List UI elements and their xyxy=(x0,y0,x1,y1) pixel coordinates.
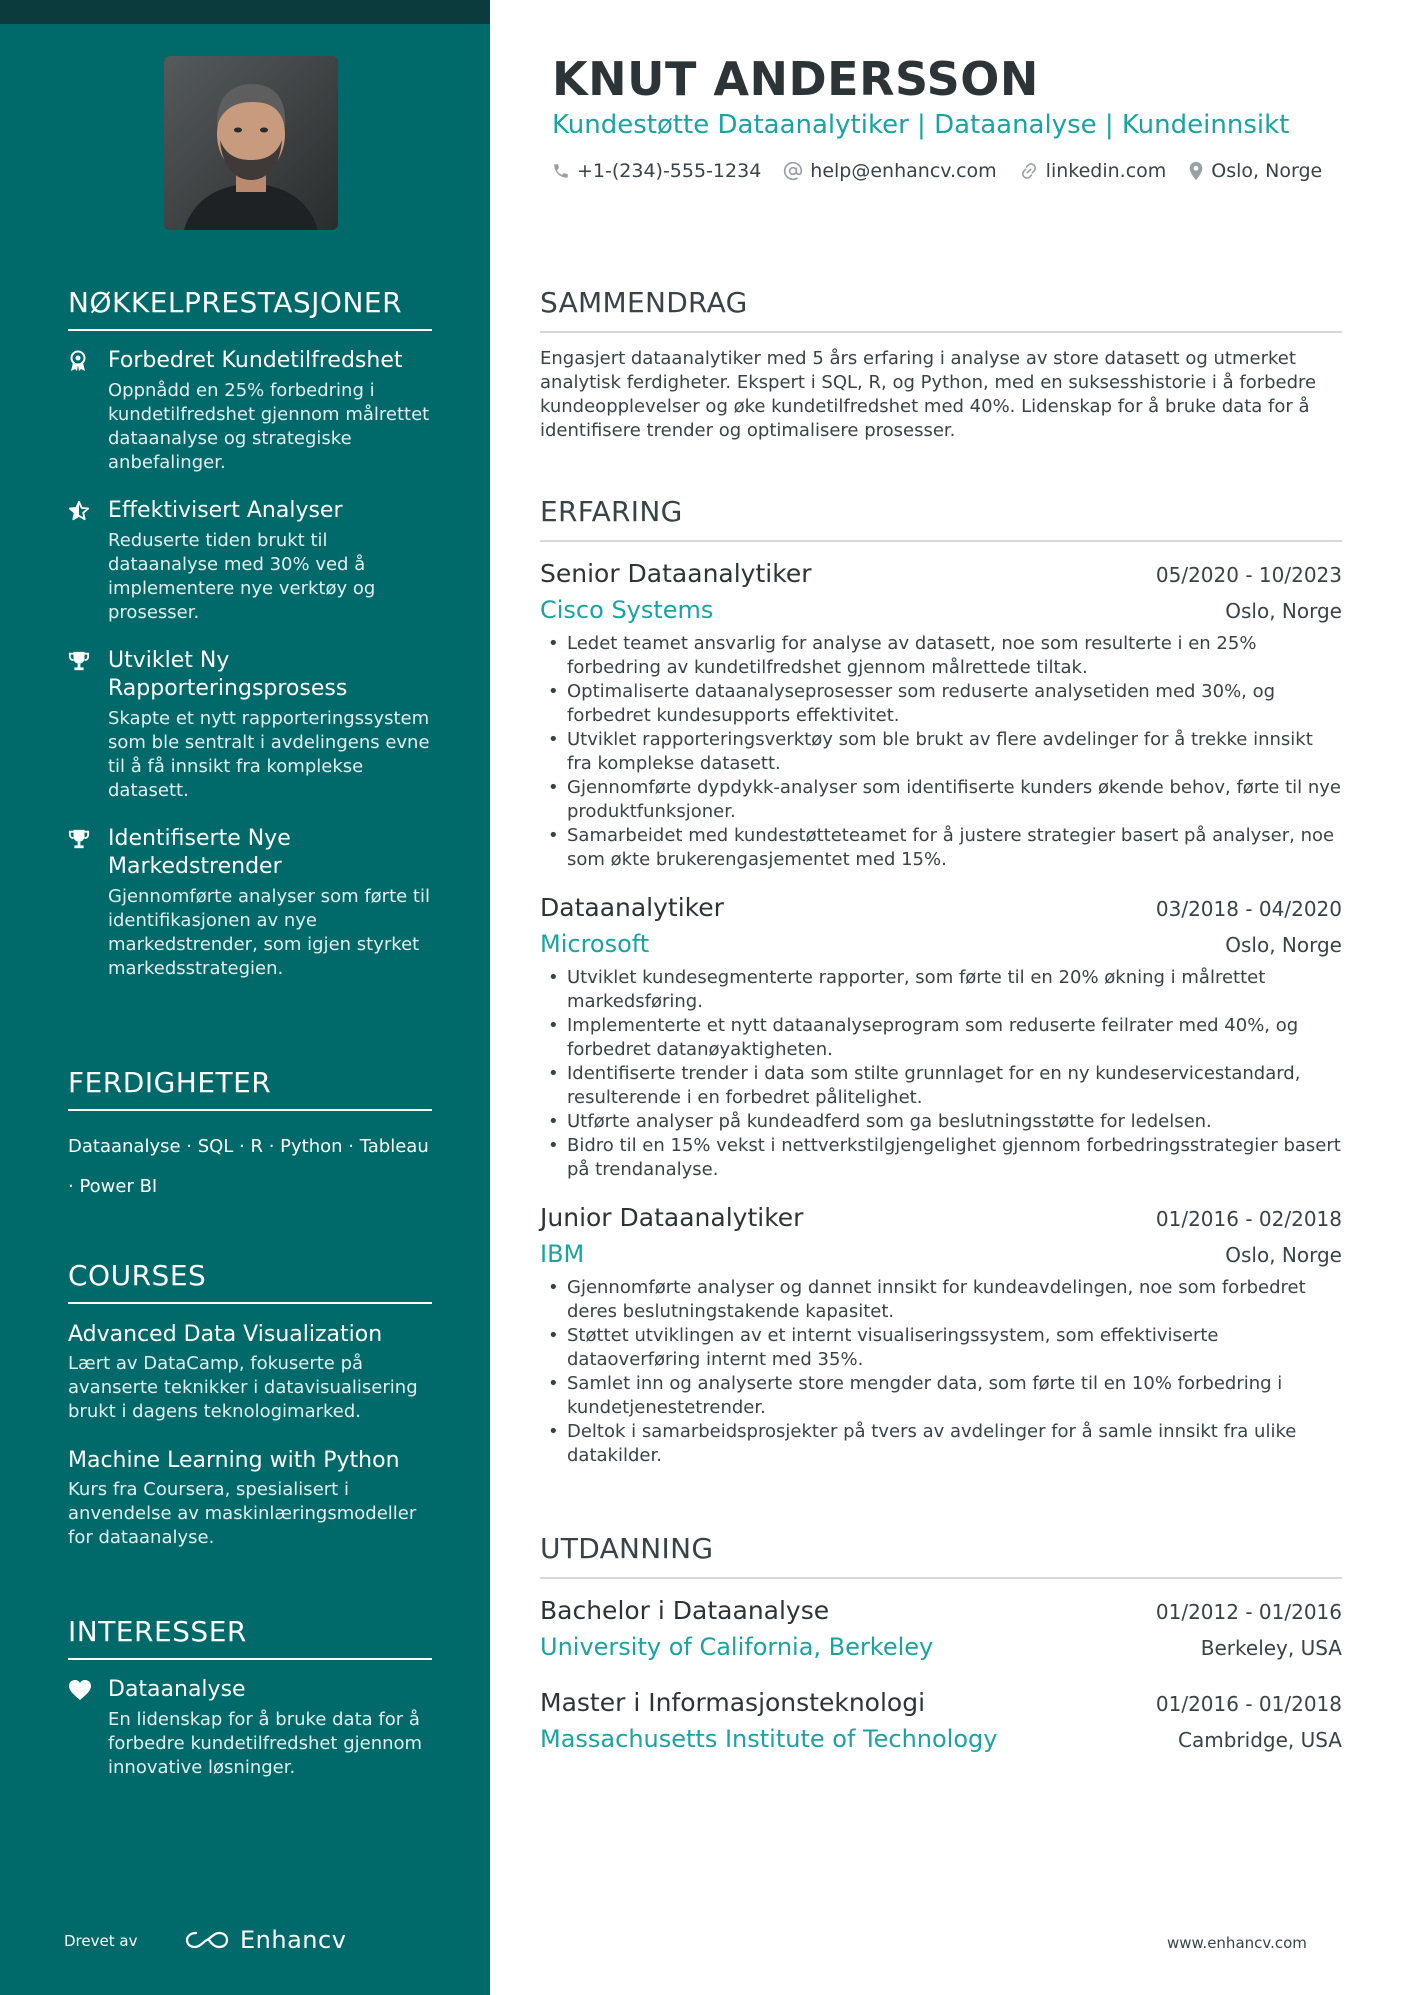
course-item xyxy=(68,1446,432,1550)
profile-photo xyxy=(164,56,338,230)
job-location: Oslo, Norge xyxy=(1225,933,1342,957)
education-entry xyxy=(540,1685,1342,1757)
achievement-desc: Gjennomførte analyser som førte til identifikasjonen av nye markedstrender, som igjen styrket markedsstrategien. xyxy=(108,886,430,979)
brand-name: Enhancv xyxy=(240,1926,347,1954)
job-bullet: • Implementerte et nytt dataanalyseprogram som reduserte feilrater med 40%, og forbedret datanøyaktigheten. xyxy=(540,1014,1342,1062)
school-name: Massachusetts Institute of Technology xyxy=(540,1725,998,1753)
trophy-icon xyxy=(68,647,108,803)
course-desc: Lært av DataCamp, fokuserte på avanserte teknikker i datavisualisering brukt i dagens teknologimarked. xyxy=(68,1353,418,1422)
powered-by-label: Drevet av xyxy=(64,1932,138,1950)
job-date: 01/2016 - 02/2018 xyxy=(1155,1207,1342,1231)
company-name: Microsoft xyxy=(540,930,650,958)
heart-icon xyxy=(68,1676,108,1780)
job-bullet: • Gjennomførte dypdykk-analyser som identifiserte kunders økende behov, førte til nye produktfunksjoner. xyxy=(540,776,1342,824)
course-item xyxy=(68,1320,432,1424)
job-location: Oslo, Norge xyxy=(1225,599,1342,623)
location-pin-icon xyxy=(1188,161,1204,181)
job-bullet: • Utviklet kundesegmenterte rapporter, som førte til en 20% økning i målrettet markedsføring. xyxy=(540,966,1342,1014)
at-icon xyxy=(783,161,803,181)
achievement-item xyxy=(68,497,432,625)
summary-text: Engasjert dataanalytiker med 5 års erfaring i analyse av store datasett og utmerket analytisk ferdigheter. Ekspert i SQL, R, og Python, med en suksesshistorie i å forbedre kundeopplevelser og øke kundetilfredshet med 40%. Lidenskap for å bruke data for å identifisere trender og optimalisere prosesser. xyxy=(540,348,1317,441)
linkedin-text: linkedin.com xyxy=(1045,160,1167,182)
location-text: Oslo, Norge xyxy=(1211,160,1323,182)
skills-list: Dataanalyse · SQL · R · Python · Tableau · Power BI xyxy=(68,1136,429,1197)
achievement-desc: Oppnådd en 25% forbedring i kundetilfredshet gjennom målrettet dataanalyse og strategiske anbefalinger. xyxy=(108,380,430,473)
job-bullet: • Deltok i samarbeidsprosjekter på tvers av avdelinger for å samle innsikt fra ulike datakilder. xyxy=(540,1420,1342,1468)
enhancv-logo[interactable] xyxy=(184,1926,346,1954)
education-heading: UTDANNING xyxy=(540,1532,1342,1579)
interests-heading: INTERESSER xyxy=(68,1615,432,1660)
education-location: Berkeley, USA xyxy=(1200,1636,1342,1660)
job-location: Oslo, Norge xyxy=(1225,1243,1342,1267)
experience-section xyxy=(540,495,1342,1486)
courses-section xyxy=(68,1259,432,1572)
interests-section xyxy=(68,1615,432,1802)
course-desc: Kurs fra Coursera, spesialisert i anvendelse av maskinlæringsmodeller for dataanalyse. xyxy=(68,1479,417,1548)
education-entry xyxy=(540,1593,1342,1665)
course-title: Machine Learning with Python xyxy=(68,1448,400,1473)
education-location: Cambridge, USA xyxy=(1178,1728,1342,1752)
candidate-name: KNUT ANDERSSON xyxy=(552,52,1039,106)
job-bullet: • Identifiserte trender i data som stilte grunnlaget for en ny kundeservicestandard, resulterende i en forbedret pålitelighet. xyxy=(540,1062,1342,1110)
job-date: 05/2020 - 10/2023 xyxy=(1155,563,1342,587)
job-date: 03/2018 - 04/2020 xyxy=(1155,897,1342,921)
job-bullet: • Samarbeidet med kundestøtteteamet for å justere strategier basert på analyser, noe som økte brukerengasjementet med 15%. xyxy=(540,824,1342,872)
summary-heading: SAMMENDRAG xyxy=(540,286,1342,333)
job-entry xyxy=(540,1200,1342,1468)
link-icon xyxy=(1019,161,1039,181)
interest-item xyxy=(68,1676,432,1780)
achievement-title: Effektivisert Analyser xyxy=(108,498,343,523)
education-date: 01/2016 - 01/2018 xyxy=(1155,1692,1342,1716)
course-title: Advanced Data Visualization xyxy=(68,1322,383,1347)
achievement-title: Forbedret Kundetilfredshet xyxy=(108,348,403,373)
interest-title: Dataanalyse xyxy=(108,1677,246,1702)
achievement-title: Identifiserte Nye Markedstrender xyxy=(108,826,291,879)
skills-heading: FERDIGHETER xyxy=(68,1066,432,1111)
achievement-desc: Skapte et nytt rapporteringssystem som ble sentralt i avdelingens evne til å få innsikt fra komplekse datasett. xyxy=(108,708,430,801)
interest-desc: En lidenskap for å bruke data for å forbedre kundetilfredshet gjennom innovative løsninger. xyxy=(108,1709,423,1778)
achievement-title: Utviklet Ny Rapporteringsprosess xyxy=(108,648,348,701)
courses-heading: COURSES xyxy=(68,1259,432,1304)
degree-title: Bachelor i Dataanalyse xyxy=(540,1596,830,1625)
experience-heading: ERFARING xyxy=(540,495,1342,542)
job-bullets xyxy=(540,632,1342,872)
school-name: University of California, Berkeley xyxy=(540,1633,934,1661)
job-entry xyxy=(540,556,1342,872)
achievements-heading: NØKKELPRESTASJONER xyxy=(68,286,432,331)
job-title: Senior Dataanalytiker xyxy=(540,559,812,588)
trophy-icon xyxy=(68,825,108,981)
education-date: 01/2012 - 01/2016 xyxy=(1155,1600,1342,1624)
job-bullet: • Utførte analyser på kundeadferd som ga beslutningsstøtte for ledelsen. xyxy=(540,1110,1342,1134)
job-bullet: • Gjennomførte analyser og dannet innsikt for kundeavdelingen, noe som forbedret deres beslutningstakende kapasitet. xyxy=(540,1276,1342,1324)
skills-section xyxy=(68,1066,432,1207)
contact-phone[interactable] xyxy=(552,160,761,182)
job-bullet: • Utviklet rapporteringsverktøy som ble brukt av flere avdelinger for å trekke innsikt fra komplekse datasett. xyxy=(540,728,1342,776)
job-bullet: • Bidro til en 15% vekst i nettverkstilgjengelighet gjennom forbedringsstrategier basert på trendanalyse. xyxy=(540,1134,1342,1182)
job-bullet: • Samlet inn og analyserte store mengder data, som førte til en 10% forbedring i kundetjenestetrender. xyxy=(540,1372,1342,1420)
achievement-item xyxy=(68,825,432,981)
company-name: IBM xyxy=(540,1240,585,1268)
job-bullet: • Optimaliserte dataanalyseprosesser som reduserte analysetiden med 30%, og forbedret kundesupports effektivitet. xyxy=(540,680,1342,728)
candidate-subtitle: Kundestøtte Dataanalytiker | Dataanalyse | Kundeinnsikt xyxy=(552,110,1290,140)
contact-bar xyxy=(552,160,1322,182)
footer-url[interactable]: www.enhancv.com xyxy=(1167,1934,1307,1952)
job-title: Junior Dataanalytiker xyxy=(540,1203,804,1232)
job-bullet: • Ledet teamet ansvarlig for analyse av datasett, noe som resulterte i en 25% forbedring av kundetilfredshet gjennom målrettede tiltak. xyxy=(540,632,1342,680)
degree-title: Master i Informasjonsteknologi xyxy=(540,1688,926,1717)
sidebar-top-bar xyxy=(0,0,490,24)
contact-location xyxy=(1188,160,1322,182)
achievement-item xyxy=(68,347,432,475)
achievement-item xyxy=(68,647,432,803)
contact-linkedin[interactable] xyxy=(1019,160,1167,182)
summary-section xyxy=(540,286,1342,443)
education-section xyxy=(540,1532,1342,1777)
contact-email[interactable] xyxy=(783,160,996,182)
enhancv-infinity-icon xyxy=(184,1929,230,1951)
achievement-desc: Reduserte tiden brukt til dataanalyse med 30% ved å implementere nye verktøy og prosesser. xyxy=(108,530,376,623)
job-bullets xyxy=(540,1276,1342,1468)
phone-text: +1-(234)-555-1234 xyxy=(577,160,762,182)
job-bullet: • Støttet utviklingen av et internt visualiseringssystem, som effektiviserte dataoverføring internt med 35%. xyxy=(540,1324,1342,1372)
phone-icon xyxy=(552,162,570,180)
sidebar xyxy=(0,0,490,1995)
job-entry xyxy=(540,890,1342,1182)
star-half-icon xyxy=(68,497,108,625)
job-title: Dataanalytiker xyxy=(540,893,724,922)
achievements-section xyxy=(68,286,432,1003)
job-bullets xyxy=(540,966,1342,1182)
email-text: help@enhancv.com xyxy=(810,160,997,182)
award-ribbon-icon xyxy=(68,347,108,475)
company-name: Cisco Systems xyxy=(540,596,714,624)
